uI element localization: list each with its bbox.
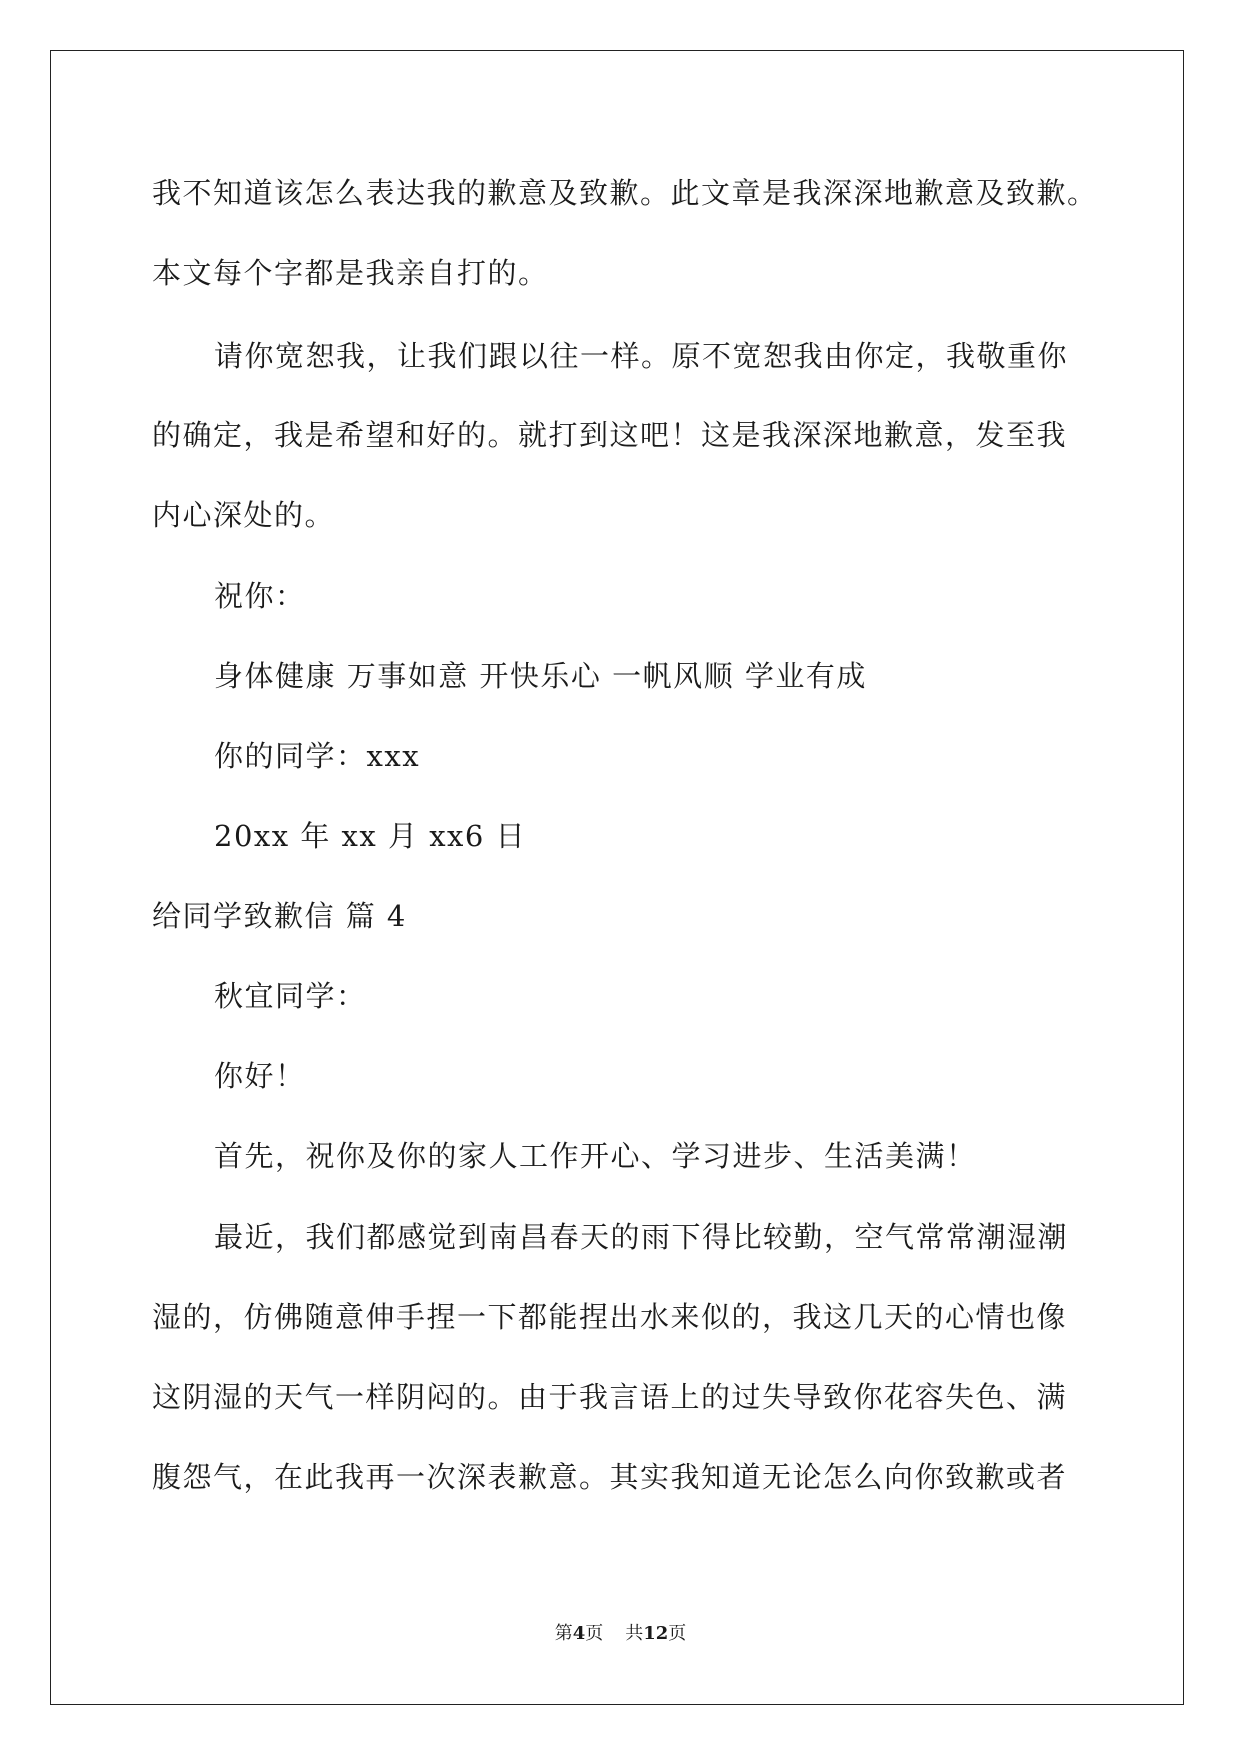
body-text-line: 湿的，仿佛随意伸手捏一下都能捏出水来似的，我这几天的心情也像 <box>152 1300 1068 1334</box>
page-border <box>50 50 1184 1705</box>
greeting-line: 祝你： <box>214 579 306 613</box>
page-number: 4 <box>572 1623 586 1644</box>
salutation-line: 秋宜同学： <box>214 979 367 1013</box>
body-text-line: 这阴湿的天气一样阴闷的。由于我言语上的过失导致你花容失色、满 <box>152 1380 1068 1414</box>
page-prefix: 第 <box>554 1623 573 1644</box>
body-text-line: 腹怨气，在此我再一次深表歉意。其实我知道无论怎么向你致歉或者 <box>152 1460 1068 1494</box>
total-prefix: 共 <box>625 1623 644 1644</box>
body-text-line: 首先，祝你及你的家人工作开心、学习进步、生活美满！ <box>214 1139 977 1173</box>
body-text-line: 的确定，我是希望和好的。就打到这吧！这是我深深地歉意，发至我 <box>152 418 1068 452</box>
body-text-line: 我不知道该怎么表达我的歉意及致歉。此文章是我深深地歉意及致歉。 <box>152 176 1098 210</box>
wishes-line: 身体健康 万事如意 开快乐心 一帆风顺 学业有成 <box>214 659 867 693</box>
body-text-line: 本文每个字都是我亲自打的。 <box>152 256 549 290</box>
total-pages: 12 <box>643 1623 669 1644</box>
page-suffix: 页 <box>585 1623 604 1644</box>
section-title: 给同学致歉信 篇 4 <box>152 899 407 933</box>
date-line: 20xx 年 xx 月 xx6 日 <box>214 819 527 853</box>
body-text-line: 请你宽恕我，让我们跟以往一样。原不宽恕我由你定，我敬重你 <box>214 339 1069 373</box>
greeting-line: 你好！ <box>214 1059 306 1093</box>
signature-line: 你的同学：xxx <box>214 739 421 773</box>
total-suffix: 页 <box>668 1623 687 1644</box>
page-footer <box>0 1622 1241 1646</box>
body-text-line: 最近，我们都感觉到南昌春天的雨下得比较勤，空气常常潮湿潮 <box>214 1220 1069 1254</box>
body-text-line: 内心深处的。 <box>152 498 336 532</box>
